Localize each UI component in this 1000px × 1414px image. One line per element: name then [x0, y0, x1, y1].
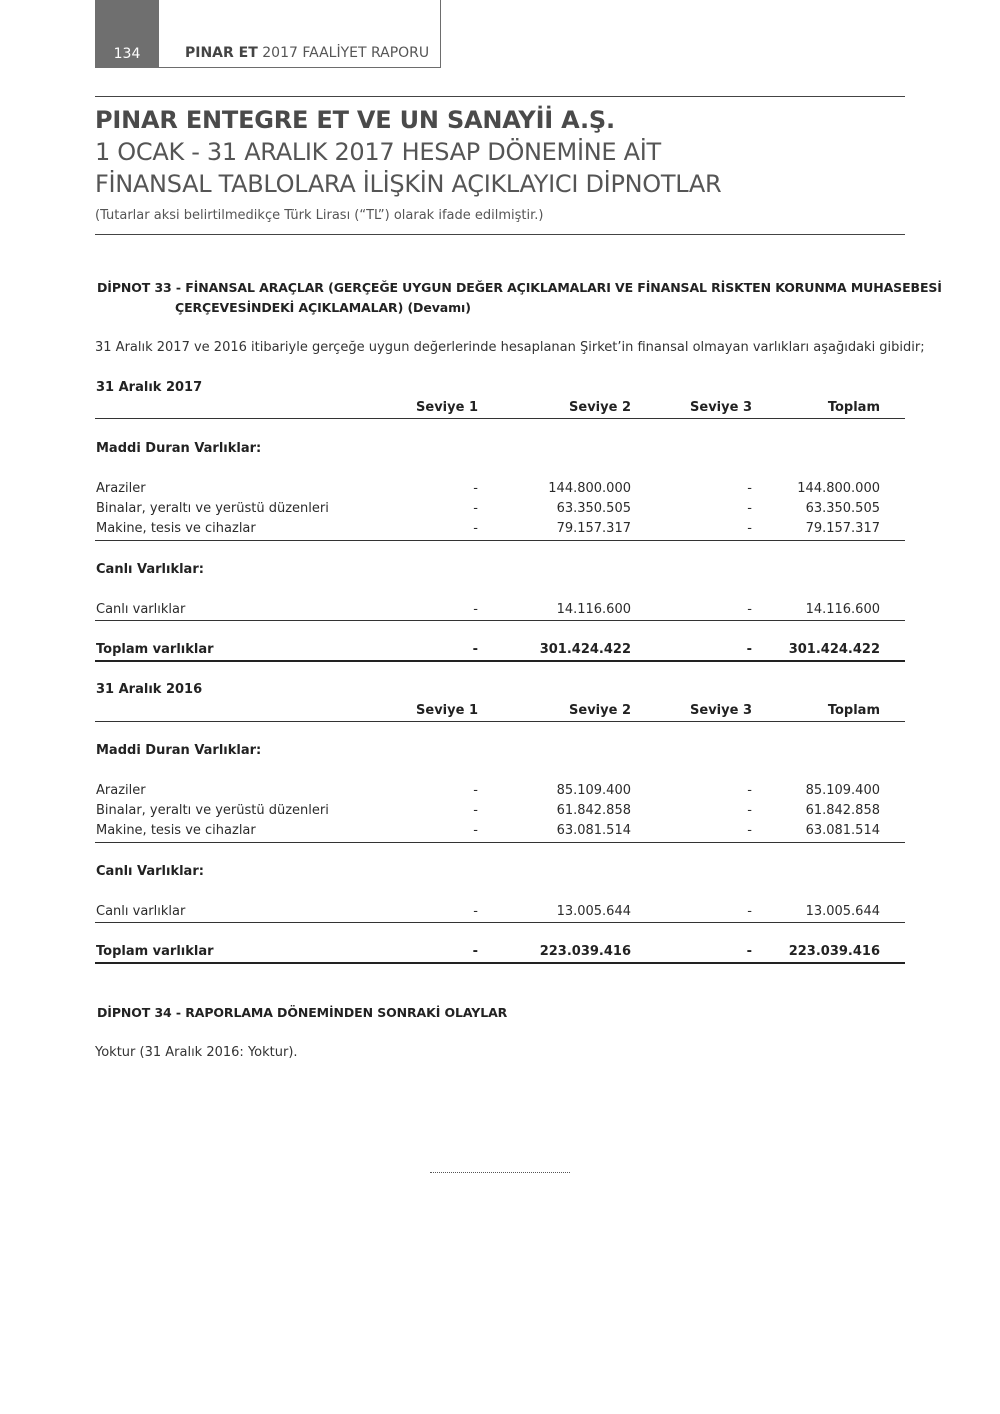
col-seviye3: Seviye 3 [690, 400, 752, 415]
brand-name: PINAR ET [185, 45, 258, 61]
company-title: PINAR ENTEGRE ET VE UN SANAYİİ A.Ş. [95, 106, 615, 134]
dipnot34-heading: DİPNOT 34 - RAPORLAMA DÖNEMİNDEN SONRAKİ OLAYLAR [97, 1005, 508, 1020]
table-row: Makine, tesis ve cihazlar - 79.157.317 - 79.157.317 [96, 521, 880, 536]
col-toplam: Toplam [827, 703, 880, 718]
dipnot33-heading: DİPNOT 33 - FİNANSAL ARAÇLAR (GERÇEĞE UYGUN DEĞER AÇIKLAMALARI VE FİNANSAL RİSKTEN KORUNMA MUHASEBESİ [97, 280, 942, 295]
period-title: 1 OCAK - 31 ARALIK 2017 HESAP DÖNEMİNE AİT [95, 138, 661, 166]
section-rule [95, 922, 905, 923]
title-top-rule [95, 96, 905, 97]
col-seviye2: Seviye 2 [569, 703, 631, 718]
total-rule [95, 962, 905, 964]
report-title [185, 45, 429, 61]
end-dotted-line [430, 1172, 570, 1173]
col-toplam: Toplam [827, 400, 880, 415]
table-row: Canlı varlıklar - 14.116.600 - 14.116.600 [96, 602, 880, 617]
total-rule [95, 660, 905, 662]
table-title: 31 Aralık 2017 [96, 380, 203, 395]
currency-note: (Tutarlar aksi belirtilmedikçe Türk Lirası (“TL”) olarak ifade edilmiştir.) [95, 208, 544, 223]
section-rule [95, 842, 905, 843]
table-row: Araziler - 144.800.000 - 144.800.000 [96, 481, 880, 496]
col-seviye2: Seviye 2 [569, 400, 631, 415]
column-headers [95, 703, 905, 721]
table-row: Araziler - 85.109.400 - 85.109.400 [96, 783, 880, 798]
title-bottom-rule [95, 234, 905, 235]
section-heading: Canlı Varlıklar: [96, 864, 204, 879]
section-rule [95, 620, 905, 621]
table-row: Canlı varlıklar - 13.005.644 - 13.005.644 [96, 904, 880, 919]
section-rule [95, 540, 905, 541]
total-row: Toplam varlıklar - 223.039.416 - 223.039.416 [96, 944, 880, 959]
page-number: 134 [95, 0, 159, 68]
column-headers [95, 400, 905, 418]
header-rule [95, 721, 905, 722]
table-row: Binalar, yeraltı ve yerüstü düzenleri - 61.842.858 - 61.842.858 [96, 803, 880, 818]
col-seviye3: Seviye 3 [690, 703, 752, 718]
dipnot33-heading-cont: ÇERÇEVESİNDEKİ AÇIKLAMALAR) (Devamı) [175, 300, 471, 315]
col-seviye1: Seviye 1 [416, 400, 478, 415]
section-heading: Maddi Duran Varlıklar: [96, 441, 262, 456]
section-heading: Maddi Duran Varlıklar: [96, 743, 262, 758]
total-row: Toplam varlıklar - 301.424.422 - 301.424.422 [96, 642, 880, 657]
table-row: Makine, tesis ve cihazlar - 63.081.514 - 63.081.514 [96, 823, 880, 838]
table-title: 31 Aralık 2016 [96, 682, 203, 697]
dipnot33-intro: 31 Aralık 2017 ve 2016 itibariyle gerçeğe uygun değerlerinde hesaplanan Şirket’in finansal olmayan varlıkları aşağıdaki gibidir; [95, 340, 925, 355]
header-rule [95, 418, 905, 419]
report-name: 2017 FAALİYET RAPORU [262, 45, 430, 61]
col-seviye1: Seviye 1 [416, 703, 478, 718]
section-heading: Canlı Varlıklar: [96, 562, 204, 577]
table-row: Binalar, yeraltı ve yerüstü düzenleri - 63.350.505 - 63.350.505 [96, 501, 880, 516]
dipnot34-text: Yoktur (31 Aralık 2016: Yoktur). [95, 1045, 298, 1060]
document-title: FİNANSAL TABLOLARA İLİŞKİN AÇIKLAYICI DİPNOTLAR [95, 170, 722, 198]
